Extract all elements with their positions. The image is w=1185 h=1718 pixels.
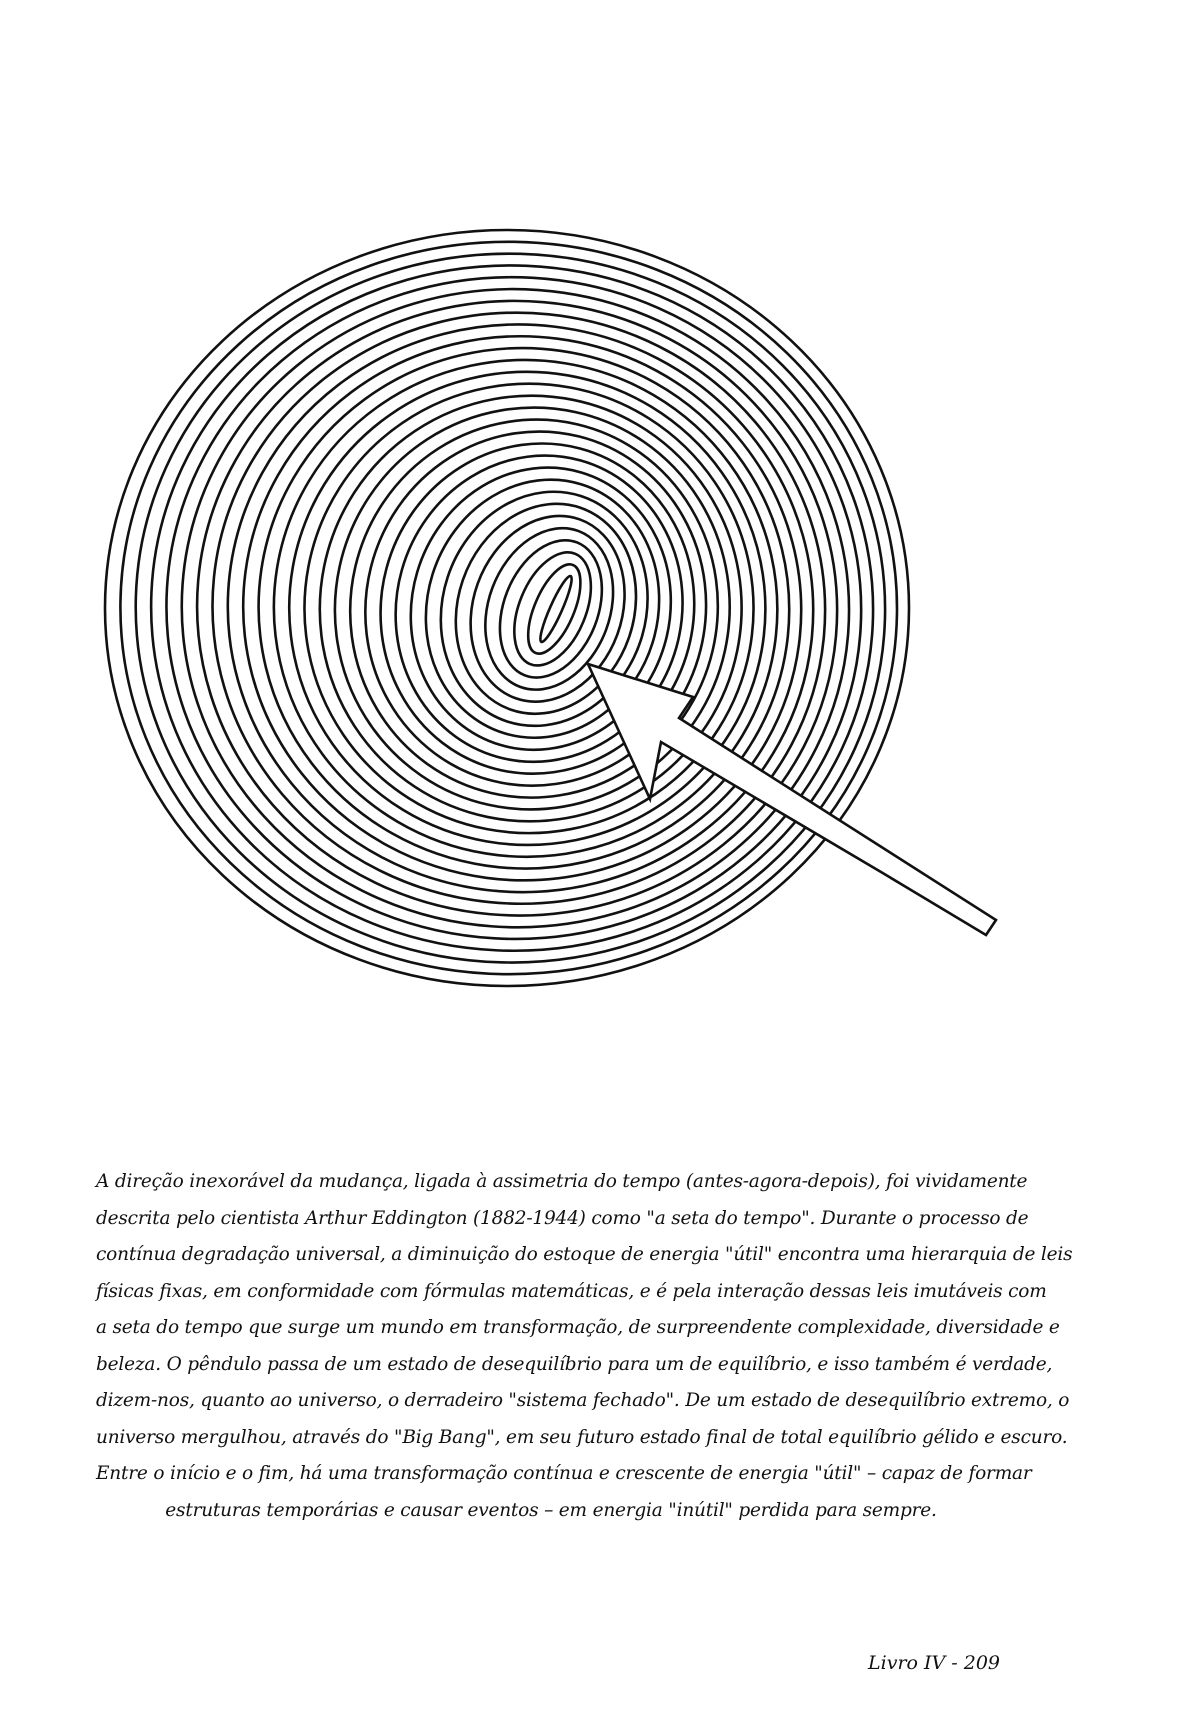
caption-line: estruturas temporárias e causar eventos – em energia "inútil" perdida para sempre. (165, 1499, 937, 1521)
spiral-ring (224, 313, 824, 904)
caption-line: descrita pelo cientista Arthur Eddington (1882-1944) como "a seta do tempo". Durante o processo de (96, 1207, 1029, 1229)
caption-line: dizem-nos, quanto ao universo, o derradeiro "sistema fechado". De um estado de desequilíbrio extremo, o (96, 1390, 1070, 1411)
spiral-ring (517, 557, 591, 660)
spiral-icon (105, 230, 909, 986)
page-number: Livro IV - 209 (868, 1652, 1000, 1674)
figure-caption (96, 1164, 1073, 1529)
caption-line: físicas fixas, em conformidade com fórmulas matemáticas, e é pela interação dessas leis imutáveis com (96, 1280, 1047, 1302)
caption-line: beleza. O pêndulo passa de um estado de desequilíbrio para um de equilíbrio, e isso também é verdade, (96, 1353, 1053, 1375)
spiral-ring (499, 541, 606, 677)
caption-line: Entre o início e o fim, há uma transformação contínua e crescente de energia "útil" – capaz de formar (96, 1463, 1032, 1484)
arrow-icon (588, 664, 996, 935)
caption-line: contínua degradação universal, a diminuição do estoque de energia "útil" encontra uma hierarquia de leis (96, 1244, 1073, 1265)
caption-line: a seta do tempo que surge um mundo em transformação, de surpreendente complexidade, diversidade e (96, 1317, 1060, 1338)
caption-line: universo mergulhou, através do "Big Bang", em seu futuro estado final de total equilíbrio gélido e escuro. (96, 1426, 1068, 1448)
caption-line: A direção inexorável da mudança, ligada à assimetria do tempo (antes-agora-depois), foi vividamente (96, 1171, 1028, 1192)
spiral-ring (126, 243, 896, 973)
spiral-ring (536, 574, 576, 645)
